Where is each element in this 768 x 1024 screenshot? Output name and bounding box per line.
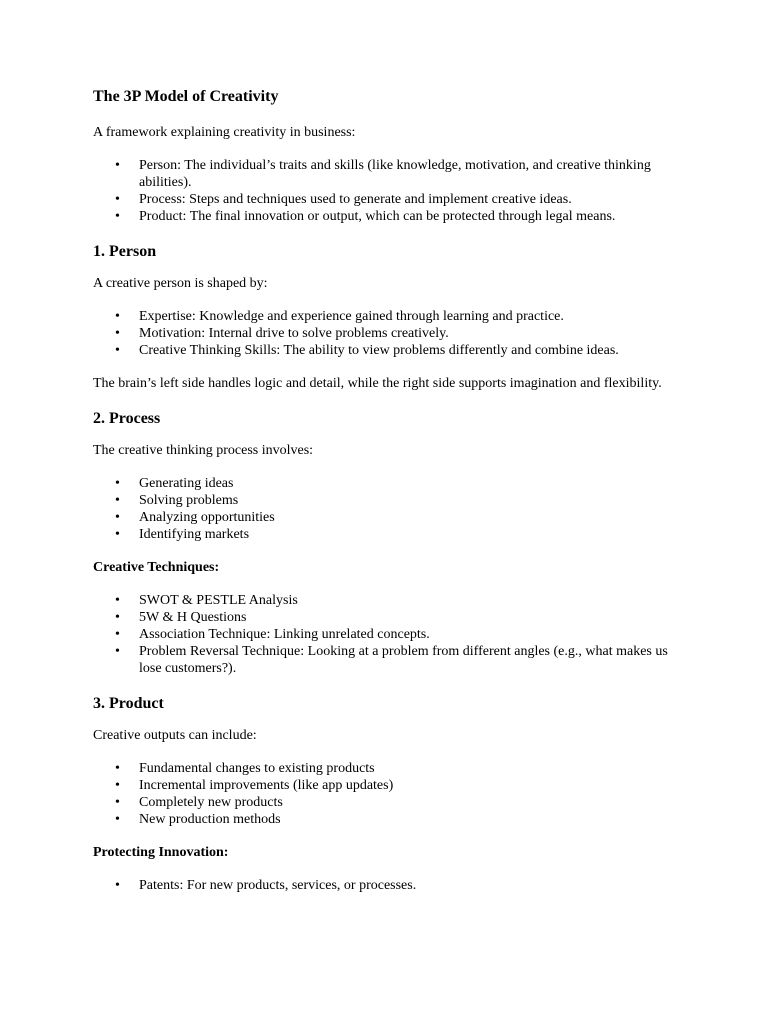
techniques-list — [93, 592, 683, 677]
person-note: The brain’s left side handles logic and detail, while the right side supports imagination and flexibility. — [93, 376, 662, 391]
list-item: • Creative Thinking Skills: The ability to view problems differently and combine ideas. — [115, 343, 619, 358]
list-item: • Patents: For new products, services, or processes. — [115, 878, 417, 893]
list-item: • Motivation: Internal drive to solve problems creatively. — [115, 326, 449, 341]
bullet-icon: • — [115, 761, 120, 776]
bullet-icon: • — [115, 192, 120, 207]
list-item: • Analyzing opportunities — [115, 510, 275, 525]
intro-paragraph: A framework explaining creativity in business: — [93, 125, 356, 140]
bullet-icon: • — [115, 476, 120, 491]
bullet-icon: • — [115, 644, 120, 659]
list-item: • Person: The individual’s traits and skills (like knowledge, motivation, and creative thinking abilities). — [115, 158, 651, 190]
list-item: • SWOT & PESTLE Analysis — [115, 593, 298, 608]
techniques-heading: Creative Techniques: — [93, 560, 220, 575]
list-item: • Generating ideas — [115, 476, 234, 491]
bullet-icon: • — [115, 343, 120, 358]
process-lead: The creative thinking process involves: — [93, 443, 314, 458]
bullet-icon: • — [115, 812, 120, 827]
bullet-icon: • — [115, 527, 120, 542]
product-lead: Creative outputs can include: — [93, 728, 257, 743]
bullet-icon: • — [115, 795, 120, 810]
bullet-icon: • — [115, 493, 120, 508]
list-item: • Product: The final innovation or output, which can be protected through legal means. — [115, 209, 616, 224]
product-list — [93, 760, 683, 828]
list-item: • Expertise: Knowledge and experience gained through learning and practice. — [115, 309, 564, 324]
list-item: • Incremental improvements (like app updates) — [115, 778, 394, 793]
protecting-list — [93, 877, 683, 894]
list-item: • Process: Steps and techniques used to generate and implement creative ideas. — [115, 192, 572, 207]
list-item: • Solving problems — [115, 493, 239, 508]
person-heading: 1. Person — [93, 243, 157, 260]
list-item: • 5W & H Questions — [115, 610, 247, 625]
list-item: • New production methods — [115, 812, 281, 827]
bullet-icon: • — [115, 778, 120, 793]
bullet-icon: • — [115, 209, 120, 224]
person-list — [93, 308, 683, 359]
list-item: • Fundamental changes to existing products — [115, 761, 375, 776]
document-page — [93, 86, 683, 910]
list-item: • Identifying markets — [115, 527, 250, 542]
document-title: The 3P Model of Creativity — [93, 88, 279, 105]
bullet-icon: • — [115, 309, 120, 324]
intro-list — [93, 157, 683, 225]
list-item: • Association Technique: Linking unrelated concepts. — [115, 627, 430, 642]
bullet-icon: • — [115, 878, 120, 893]
process-list — [93, 475, 683, 543]
bullet-icon: • — [115, 593, 120, 608]
product-heading: 3. Product — [93, 695, 164, 712]
bullet-icon: • — [115, 627, 120, 642]
list-item: • Problem Reversal Technique: Looking at a problem from different angles (e.g., what makes us lose customers?). — [115, 644, 668, 676]
process-heading: 2. Process — [93, 410, 161, 427]
list-item: • Completely new products — [115, 795, 283, 810]
bullet-icon: • — [115, 158, 120, 173]
bullet-icon: • — [115, 610, 120, 625]
bullet-icon: • — [115, 510, 120, 525]
bullet-icon: • — [115, 326, 120, 341]
person-lead: A creative person is shaped by: — [93, 276, 268, 291]
protecting-heading: Protecting Innovation: — [93, 845, 229, 860]
